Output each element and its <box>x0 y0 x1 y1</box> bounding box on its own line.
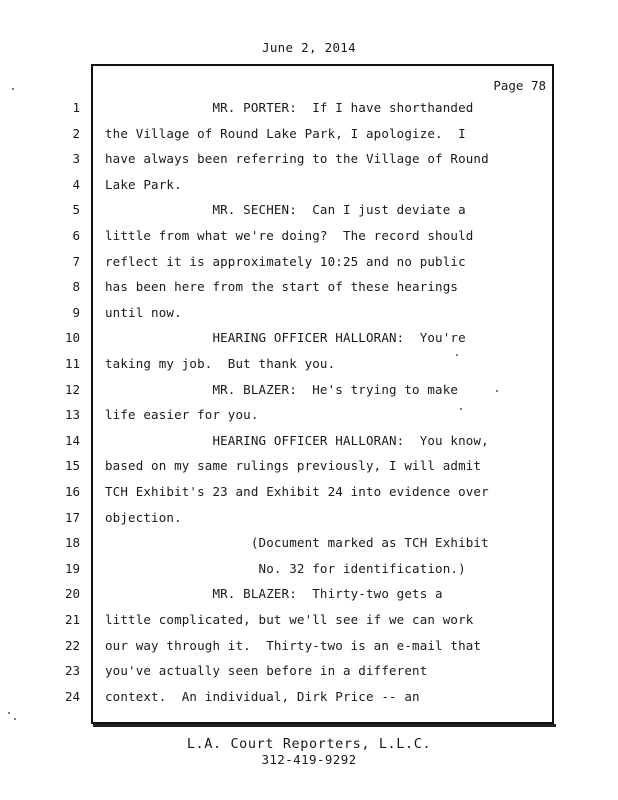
line-text: (Document marked as TCH Exhibit <box>105 535 489 550</box>
scan-speck <box>14 718 16 720</box>
line-text: our way through it. Thirty-two is an e-mail that <box>105 638 482 653</box>
scan-speck <box>456 354 458 356</box>
line-number: 10 <box>64 330 80 345</box>
line-text: MR. BLAZER: He's trying to make <box>105 382 459 397</box>
line-text: you've actually seen before in a different <box>105 663 428 678</box>
line-text: MR. PORTER: If I have shorthanded <box>105 100 474 115</box>
line-number: 17 <box>64 510 80 525</box>
line-text: taking my job. But thank you. <box>105 356 336 371</box>
line-text: little from what we're doing? The record should <box>105 228 474 243</box>
line-number: 14 <box>64 433 80 448</box>
line-text: HEARING OFFICER HALLORAN: You know, <box>105 433 489 448</box>
line-text: MR. SECHEN: Can I just deviate a <box>105 202 466 217</box>
header-date: June 2, 2014 <box>262 40 356 55</box>
line-text: context. An individual, Dirk Price -- an <box>105 689 420 704</box>
line-text: MR. BLAZER: Thirty-two gets a <box>105 586 443 601</box>
line-number: 22 <box>64 638 80 653</box>
scan-speck <box>12 88 14 90</box>
line-number: 8 <box>72 279 80 294</box>
line-text: the Village of Round Lake Park, I apologize. I <box>105 126 466 141</box>
line-number: 7 <box>72 254 80 269</box>
footer-company: L.A. Court Reporters, L.L.C. <box>186 736 432 752</box>
line-number: 16 <box>64 484 80 499</box>
page-number: Page 78 <box>493 78 546 93</box>
line-number: 11 <box>64 356 80 371</box>
footer-phone: 312-419-9292 <box>261 752 357 767</box>
line-number: 20 <box>64 586 80 601</box>
scan-speck <box>8 712 10 714</box>
line-number: 15 <box>64 458 80 473</box>
line-number: 18 <box>64 535 80 550</box>
line-text: little complicated, but we'll see if we can work <box>105 612 474 627</box>
line-text: has been here from the start of these hearings <box>105 279 459 294</box>
line-number: 23 <box>64 663 80 678</box>
line-text: reflect it is approximately 10:25 and no public <box>105 254 466 269</box>
line-number: 13 <box>64 407 80 422</box>
line-number: 24 <box>64 689 80 704</box>
line-number: 3 <box>72 151 80 166</box>
line-number: 1 <box>72 100 80 115</box>
line-number: 12 <box>64 382 80 397</box>
line-text: objection. <box>105 510 182 525</box>
line-number: 19 <box>64 561 80 576</box>
line-number: 21 <box>64 612 80 627</box>
line-number: 6 <box>72 228 80 243</box>
scan-speck <box>460 408 462 410</box>
line-number: 5 <box>72 202 80 217</box>
line-text: No. 32 for identification.) <box>105 561 466 576</box>
line-text: TCH Exhibit's 23 and Exhibit 24 into evidence over <box>105 484 489 499</box>
line-text: based on my same rulings previously, I will admit <box>105 458 482 473</box>
scan-speck <box>496 390 498 392</box>
line-number: 9 <box>72 305 80 320</box>
line-text: life easier for you. <box>105 407 259 422</box>
line-text: Lake Park. <box>105 177 182 192</box>
line-number: 2 <box>72 126 80 141</box>
line-text: until now. <box>105 305 182 320</box>
line-number: 4 <box>72 177 80 192</box>
line-text: have always been referring to the Village of Round <box>105 151 489 166</box>
line-text: HEARING OFFICER HALLORAN: You're <box>105 330 466 345</box>
